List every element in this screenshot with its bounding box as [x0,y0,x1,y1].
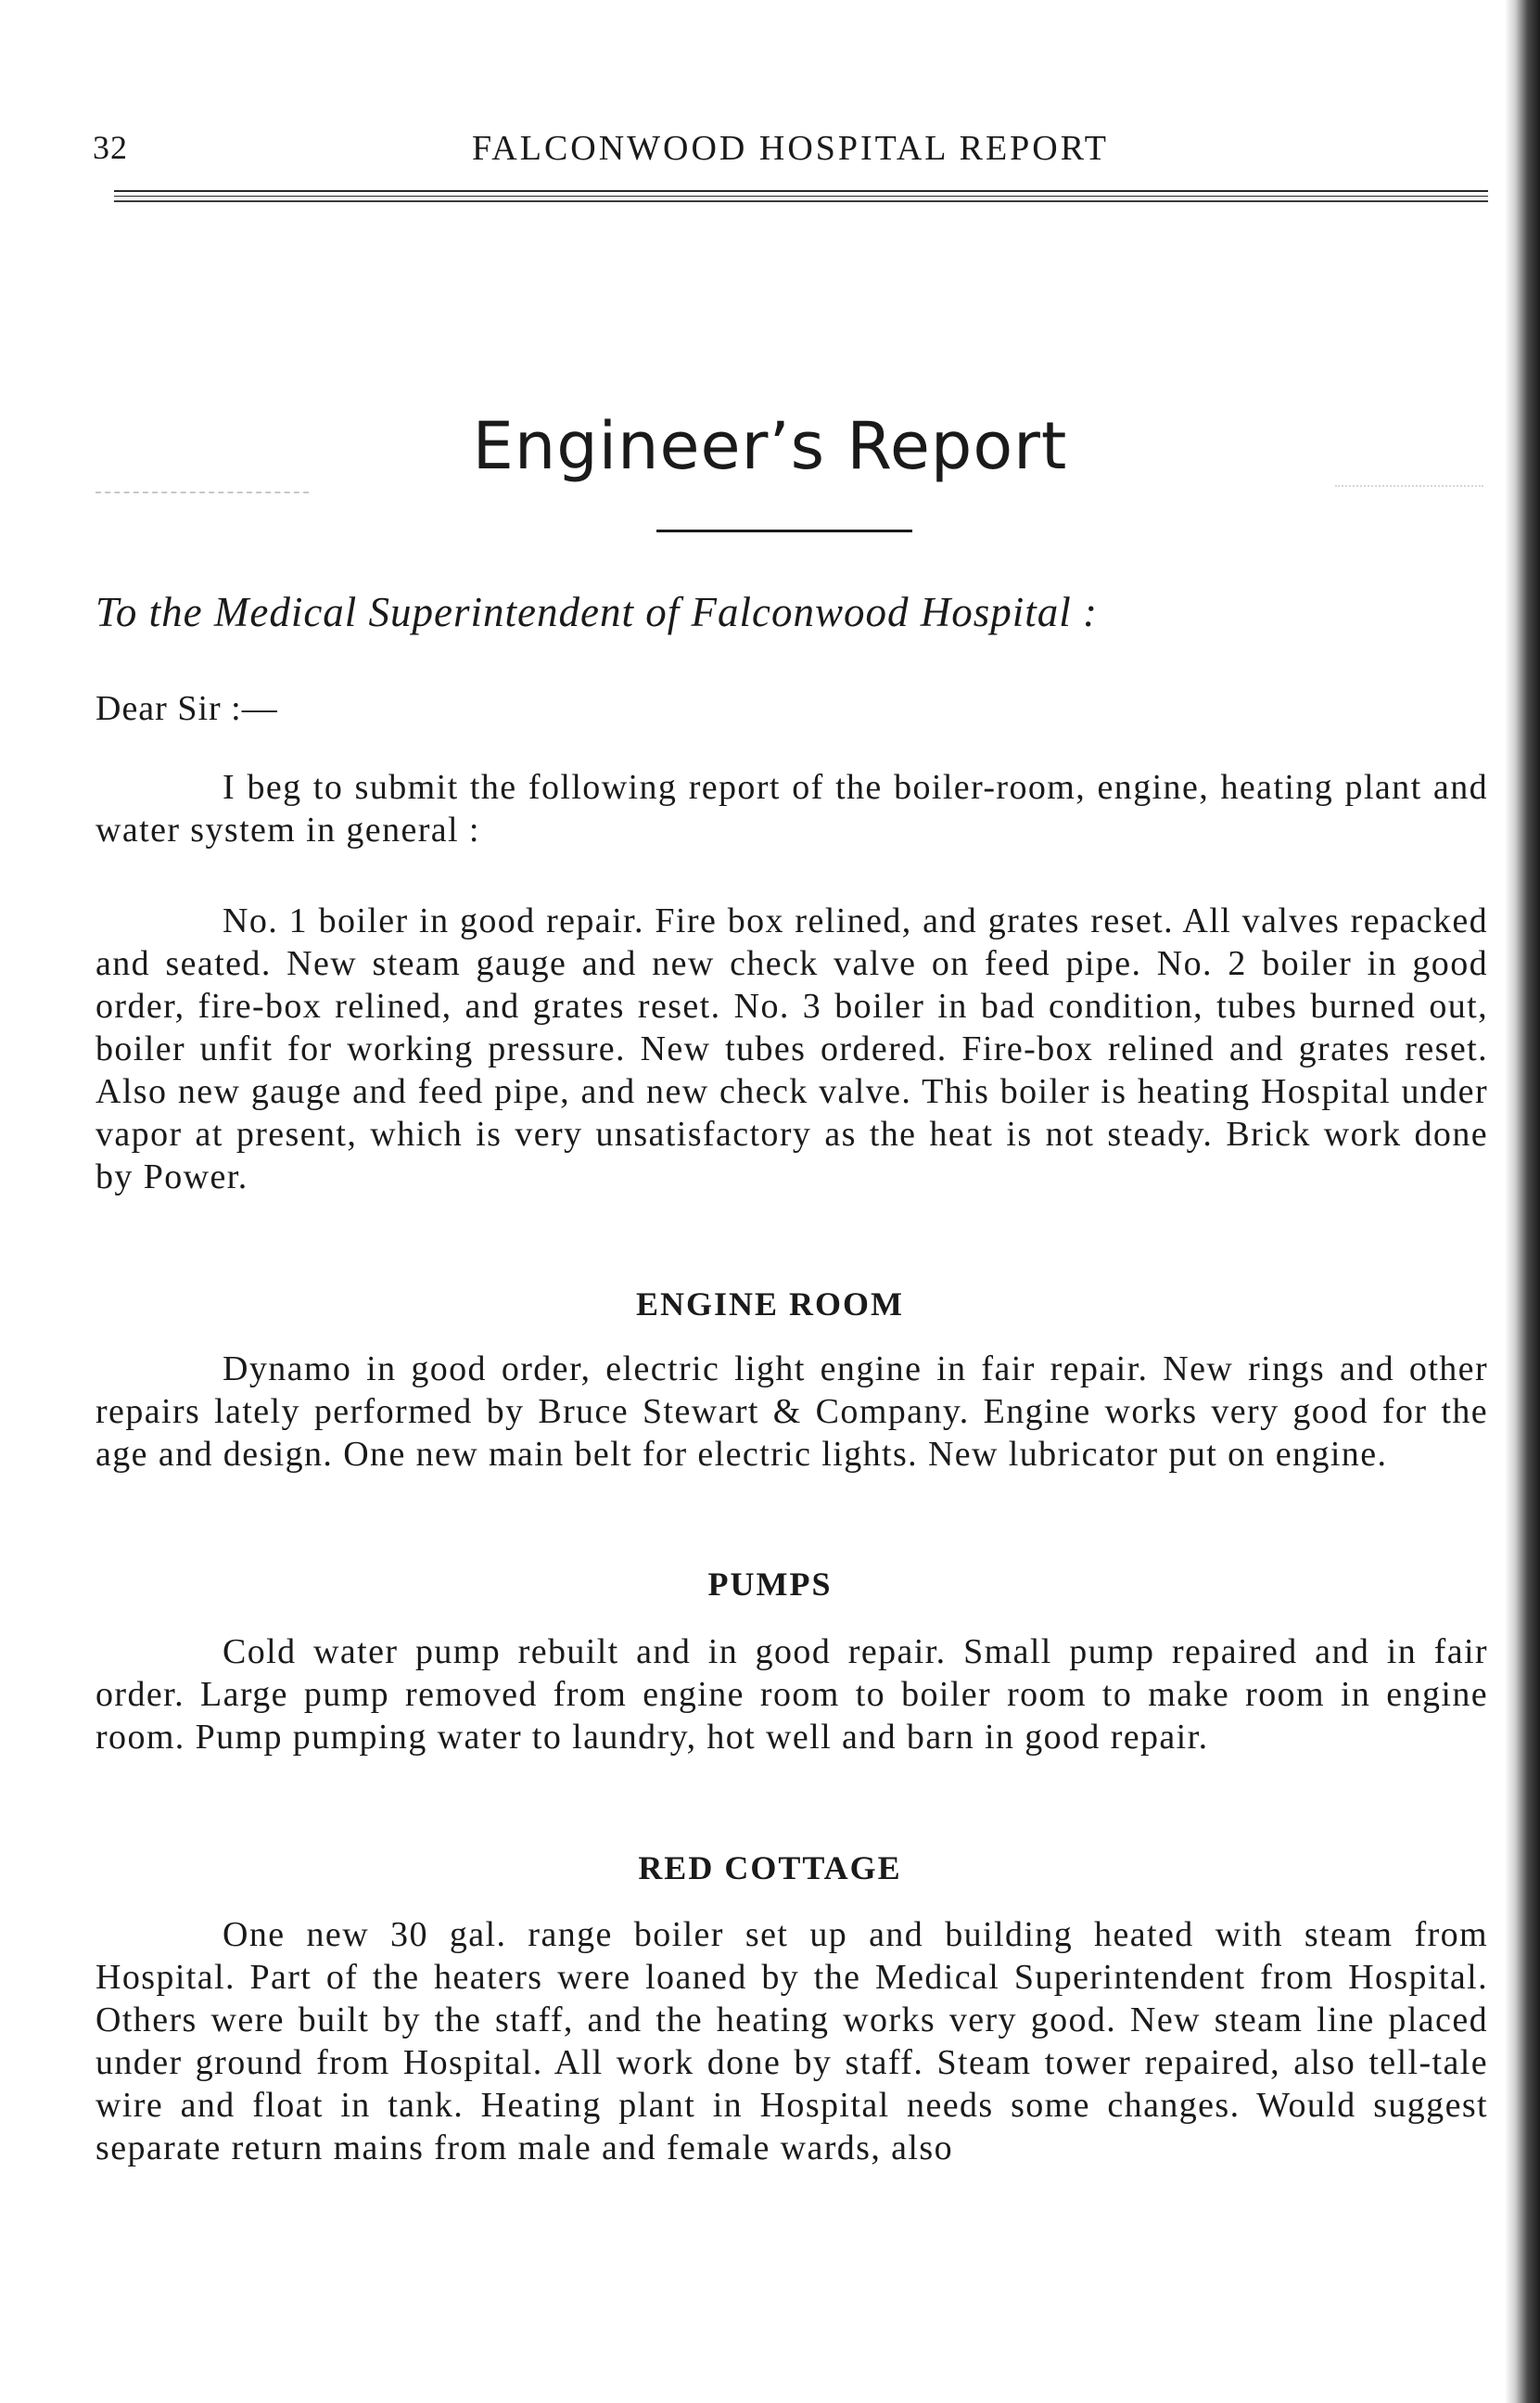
pumps-paragraph: Cold water pump rebuilt and in good repair. Small pump repaired and in fair order. Large pump removed from engine room to boiler room to make room in engine room. Pump pumping water to laundry, hot well and barn in good repair. [95,1632,1488,1757]
header-rule-secondary [114,200,1488,202]
intro-paragraph: I beg to submit the following report of the boiler-room, engine, heating plant and water system in general : [95,768,1488,850]
header-rule [114,190,1488,197]
engine-room-paragraph: Dynamo in good order, electric light engine in fair repair. New rings and other repairs lately performed by Bruce Stewart & Company. Engine works very good for the age and design. One new main belt for electric lights. New lubricator put on engine. [95,1349,1488,1474]
greeting-line: Dear Sir :— [95,689,278,728]
addressee-line: To the Medical Superintendent of Falconwood Hospital : [95,589,1098,635]
faint-mark-right [1335,485,1483,487]
faint-mark-left [95,492,309,493]
boilers-paragraph: No. 1 boiler in good repair. Fire box relined, and grates reset. All valves repacked and seated. New steam gauge and new check valve on feed pipe. No. 2 boiler in good order, fire-box relined, and grates reset. No. 3 boiler in bad condition, tubes burned out, boiler unfit for working pressure. New tubes ordered. Fire-box relined and grates reset. Also new gauge and feed pipe, and new check valve. This boiler is heating Hospital under vapor at present, which is very unsatisfactory as the heat is not steady. Brick work done by Power. [95,901,1488,1196]
page-header [93,128,1488,184]
title-underline [656,530,912,532]
running-head: FALCONWOOD HOSPITAL REPORT [471,129,1110,168]
page-number: 32 [93,129,128,166]
pumps-heading: PUMPS [707,1566,833,1603]
page-binding-edge [1505,0,1540,2403]
red-cottage-heading: RED COTTAGE [638,1849,902,1886]
engine-room-heading: ENGINE ROOM [635,1285,904,1323]
report-title: Engineer’s Report [472,408,1068,484]
red-cottage-paragraph: One new 30 gal. range boiler set up and building heated with steam from Hospital. Part of the heaters were loaned by the Medical Superintendent from Hospital. Others were built by the staff, and the heating works very good. New steam line placed under ground from Hospital. All work done by staff. Steam tower repaired, also tell-tale wire and float in tank. Heating plant in Hospital needs some changes. Would suggest separate return mains from male and female wards, also [95,1915,1488,2167]
